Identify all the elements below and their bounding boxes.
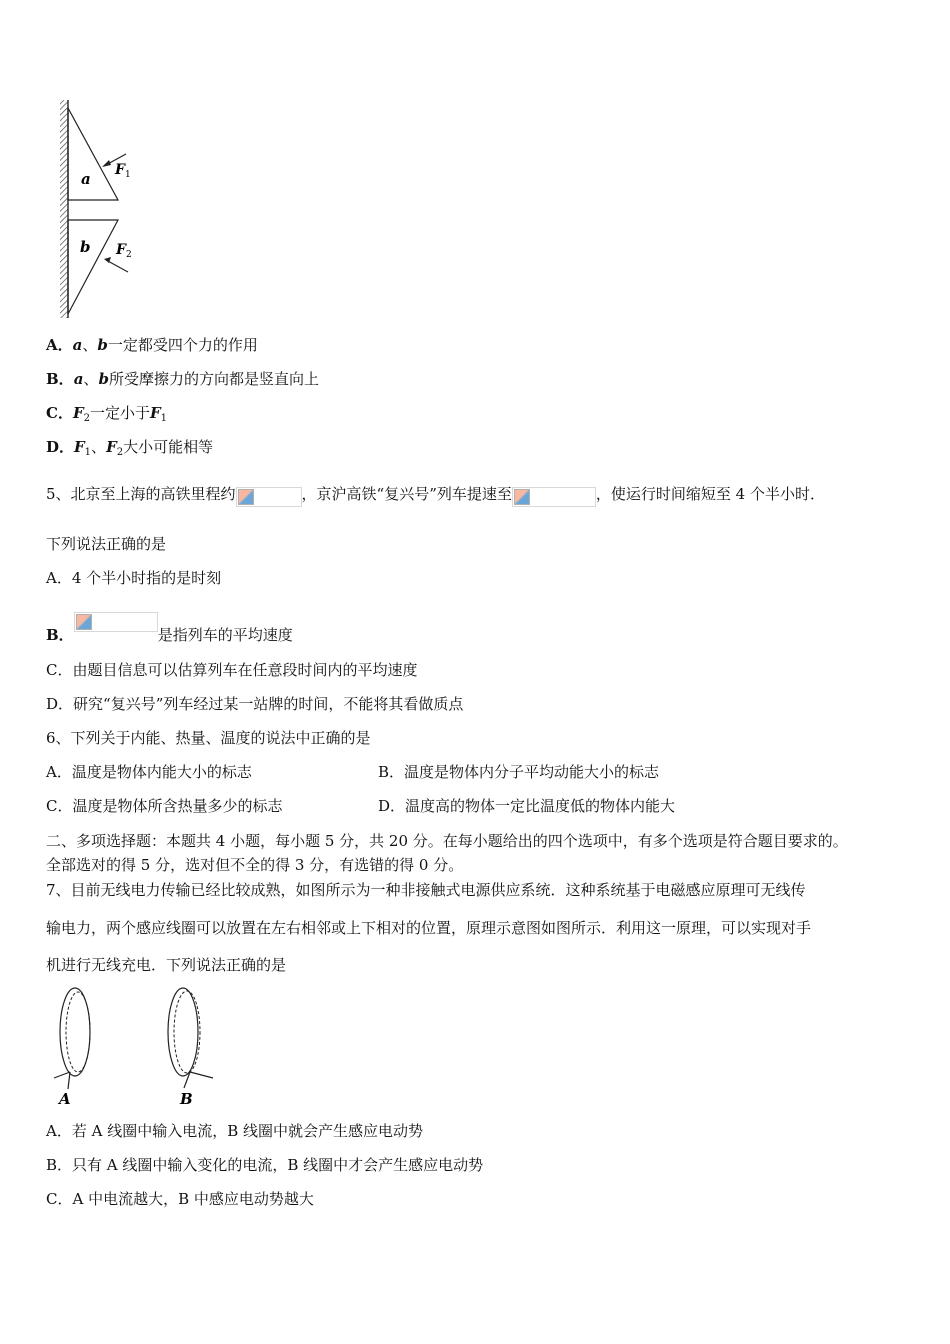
q6-stem: 6、下列关于内能、热量、温度的说法中正确的是 <box>46 729 371 747</box>
q5-option-c: C．由题目信息可以估算列车在任意段时间内的平均速度 <box>46 661 418 679</box>
coil-b-lead-right <box>190 1072 213 1078</box>
q5-stem: 5、北京至上海的高铁里程约 ，京沪高铁“复兴号”列车提速至 ，使运行时间缩短至 4 个半小时． <box>46 484 825 507</box>
q6-option-a: A．温度是物体内能大小的标志 <box>46 763 252 781</box>
wedge-b <box>68 220 118 314</box>
wedge-a <box>68 108 118 200</box>
coil-a-lead-right <box>68 1072 70 1089</box>
label-f2-sub: 2 <box>126 250 132 260</box>
force-f1-arrowhead <box>102 160 111 167</box>
q4-option-d: D．$F_1$、$F_2$大小可能相等 <box>46 438 214 458</box>
q7-option-c: C．A 中电流越大，B 中感应电动势越大 <box>46 1190 314 1208</box>
q6-option-d: D．温度高的物体一定比温度低的物体内能大 <box>378 797 676 815</box>
coil-b-label: B <box>180 1090 193 1108</box>
q7-stem-line3: 机进行无线充电．下列说法正确的是 <box>46 956 287 974</box>
wall-hatch <box>60 100 68 318</box>
q5-option-a: A．4 个半小时指的是时刻 <box>46 569 222 587</box>
label-f1: F <box>115 162 125 178</box>
q5-option-b: B． 是指列车的平均速度 <box>46 612 293 645</box>
broken-image-icon <box>74 612 158 632</box>
section2-heading-line1: 二、多项选择题：本题共 4 小题，每小题 5 分，共 20 分。在每小题给出的四个选项中，有多个选项是符合题目要求的。 <box>46 832 848 850</box>
label-a: a <box>81 170 91 188</box>
q7-stem-line1: 7、目前无线电力传输已经比较成熟，如图所示为一种非接触式电源供应系统．这种系统基于电磁感应原理可无线传 <box>46 881 806 899</box>
label-b: b <box>80 238 91 256</box>
q5-question: 下列说法正确的是 <box>46 535 167 553</box>
q6-option-c: C．温度是物体所含热量多少的标志 <box>46 797 283 815</box>
wedge-figure <box>56 96 146 322</box>
label-f1-sub: 1 <box>125 170 131 180</box>
label-f2: F <box>116 242 126 258</box>
q4-option-c: C．$F_2$一定小于$F_1$ <box>46 404 168 424</box>
coil-a-label: A <box>59 1090 71 1108</box>
q7-option-a: A．若 A 线圈中输入电流，B 线圈中就会产生感应电动势 <box>46 1122 423 1140</box>
coil-a-lead-left <box>54 1072 70 1078</box>
q4-option-a: A．a、b一定都受四个力的作用 <box>46 336 258 354</box>
q5-option-d: D．研究“复兴号”列车经过某一站牌的时间，不能将其看做质点 <box>46 695 464 713</box>
broken-image-icon <box>512 487 596 507</box>
coil-figure <box>48 984 228 1108</box>
q7-stem-line2: 输电力，两个感应线圈可以放置在左右相邻或上下相对的位置，原理示意图如图所示．利用这一原理，可以实现对手 <box>46 919 812 937</box>
broken-image-icon <box>236 487 302 507</box>
coil-b-outer <box>168 988 198 1076</box>
q7-option-b: B．只有 A 线圈中输入变化的电流，B 线圈中才会产生感应电动势 <box>46 1156 484 1174</box>
q6-option-b: B．温度是物体内分子平均动能大小的标志 <box>378 763 660 781</box>
section2-heading-line2: 全部选对的得 5 分，选对但不全的得 3 分，有选错的得 0 分。 <box>46 856 464 874</box>
coil-b-inner <box>174 991 200 1073</box>
q4-option-b: B．a、b所受摩擦力的方向都是竖直向上 <box>46 370 319 388</box>
